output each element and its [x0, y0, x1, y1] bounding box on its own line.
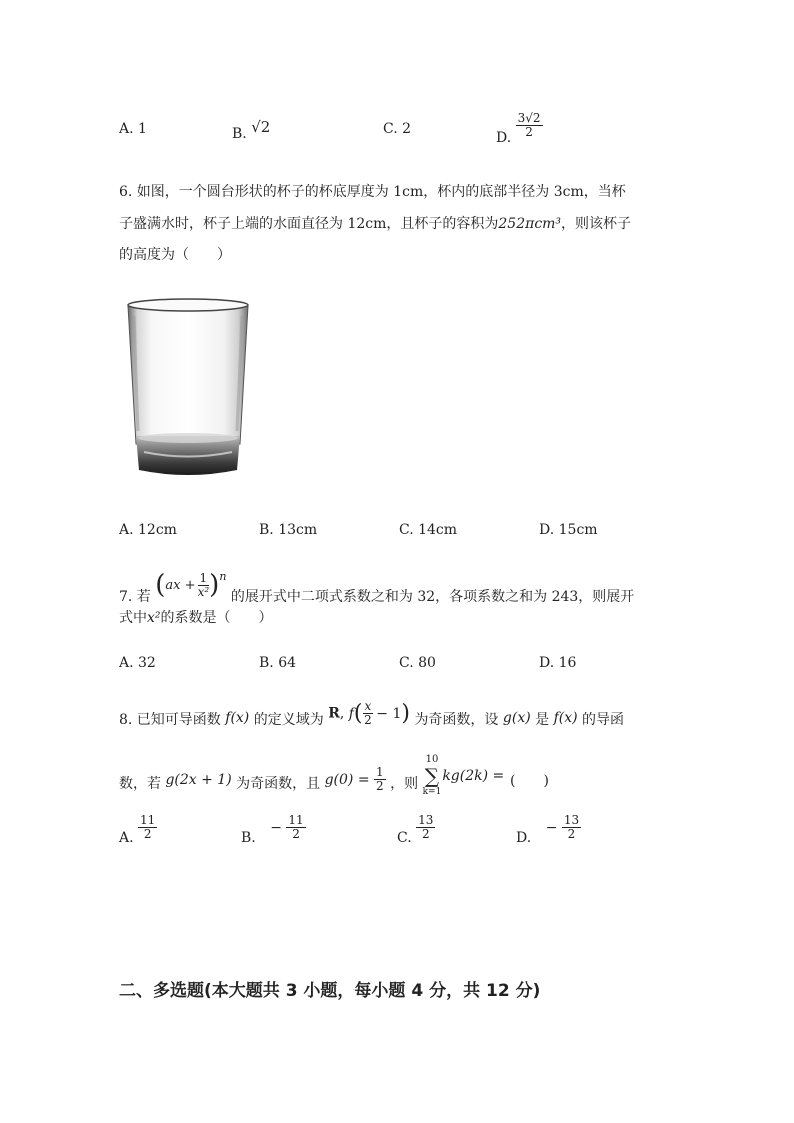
q8-option-c: C. $\frac{13}{2}$: [397, 813, 434, 846]
q5-option-a: A. 1: [119, 121, 147, 137]
q8-line-1: 8. 已知可导函数 f(x) 的定义域为 R, f ( $\frac{x}{2}$ − 1 ) 为奇函数，设 g(x) 是 f(x) 的导函: [119, 699, 625, 728]
q8-f-shifted: f ( $\frac{x}{2}$ − 1 ): [348, 699, 410, 727]
q8-option-d: D. − $\frac{13}{2}$: [516, 813, 580, 846]
q5-option-c: C. 2: [383, 121, 412, 137]
q8-answer-paren: ( ): [510, 773, 549, 789]
q8-option-b: B. − $\frac{11}{2}$: [241, 813, 304, 846]
q6-line-2: 子盛满水时，杯子上端的水面直径为 12cm，且杯子的容积为252πcm³，则该杯子: [119, 216, 632, 232]
q6-option-a: A. 12cm: [119, 522, 177, 538]
glass-cup-image: [124, 296, 252, 478]
q5-d-fraction: $\frac{3√2}{2}$: [517, 111, 541, 139]
q6-line-1: 6. 如图，一个圆台形状的杯子的杯底厚度为 1cm，杯内的底部半径为 3cm，当杯: [119, 184, 626, 200]
q7-binomial-expression: ( ax + $\frac{1}{\text{x²}}$ ) $^n$: [155, 570, 227, 600]
q7-line-1: 7. 若 ( ax + $\frac{1}{\text{x²}}$ ) $^n$ 的展开式中二项式系数之和为 32，各项系数之和为 243，则展开: [119, 570, 635, 605]
section-2-heading: 二、多选题(本大题共 3 小题，每小题 4 分，共 12 分): [119, 981, 541, 1001]
q8-summation: 10 ∑ k=1 kg(2k) =: [422, 753, 505, 797]
q7-option-a: A. 32: [119, 655, 156, 671]
q8-option-a: A. $\frac{11}{2}$: [119, 813, 156, 846]
q8-line-2: 数，若 g(2x + 1) 为奇函数，且 g(0) = $\frac{1}{2}$ ，则 10 ∑ k=1 kg(2k) =: [119, 753, 505, 797]
q5-option-d: D. $\frac{3√2}{2}$: [496, 111, 541, 146]
q7-option-d: D. 16: [539, 655, 577, 671]
q6-option-c: C. 14cm: [399, 522, 458, 538]
q6-line-3: 的高度为（ ）: [119, 247, 231, 263]
q7-option-b: B. 64: [259, 655, 297, 671]
q6-option-b: B. 13cm: [259, 522, 318, 538]
q7-line-2: 式中x²的系数是（ ）: [119, 610, 273, 626]
q7-option-c: C. 80: [399, 655, 436, 671]
q5-option-b: B. √2: [232, 118, 271, 142]
q6-option-d: D. 15cm: [539, 522, 598, 538]
